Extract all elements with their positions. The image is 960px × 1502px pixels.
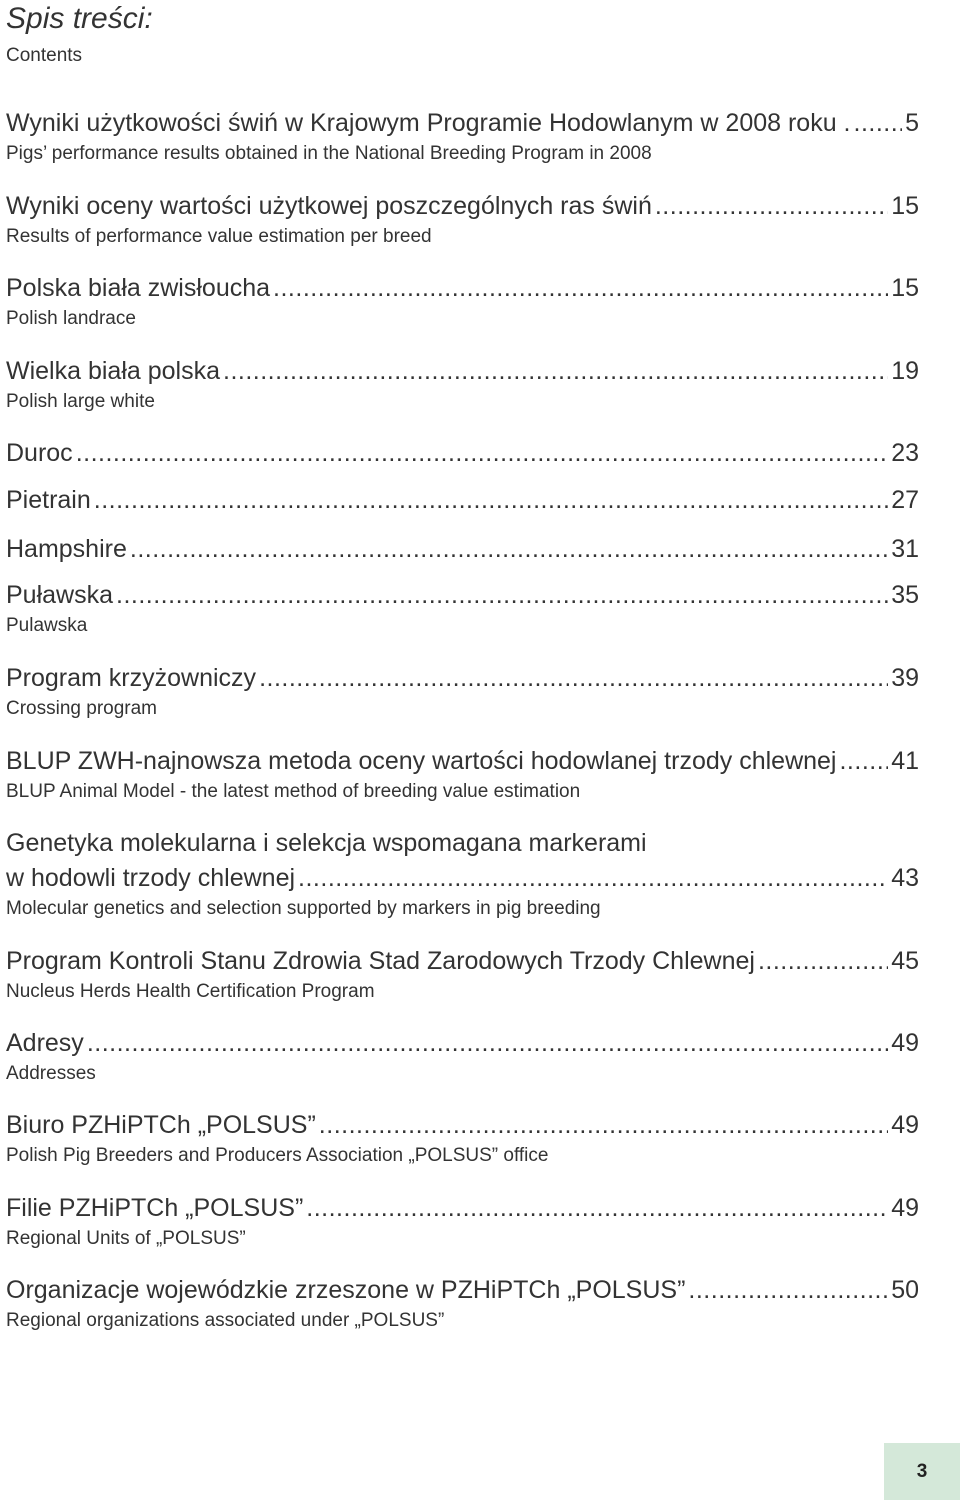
toc-entry-page: 5 xyxy=(905,109,919,137)
toc-entry-page: 35 xyxy=(891,581,919,609)
dot-leader xyxy=(273,273,888,303)
toc-entry-addresses[interactable] xyxy=(6,1028,919,1086)
toc-entry-page: 49 xyxy=(891,1029,919,1057)
dot-leader xyxy=(758,946,888,976)
toc-entry-subtitle: Polish Pig Breeders and Producers Association „POLSUS” office xyxy=(6,1145,549,1166)
toc-entry-title: Wyniki oceny wartości użytkowej poszczególnych ras świń xyxy=(6,192,652,220)
toc-entry-page: 31 xyxy=(891,535,919,563)
dot-leader xyxy=(655,191,888,221)
toc-entry-title: BLUP ZWH-najnowsza metoda oceny wartości hodowlanej trzody chlewnej xyxy=(6,747,837,775)
toc-entry-subtitle: Polish landrace xyxy=(6,308,136,329)
toc-entry-page: 27 xyxy=(891,486,919,514)
dot-leader xyxy=(116,580,888,610)
toc-entry-page: 41 xyxy=(891,747,919,775)
dot-leader xyxy=(854,108,903,138)
toc-entry-title: Hampshire xyxy=(6,535,127,563)
toc-entry-title: Filie PZHiPTCh „POLSUS” xyxy=(6,1194,304,1222)
toc-entry-polsus-office[interactable] xyxy=(6,1110,919,1168)
toc-entry-page: 45 xyxy=(891,947,919,975)
contents-heading: Spis treści: xyxy=(6,2,153,35)
toc-entry-page: 23 xyxy=(891,439,919,467)
toc-entry-title-line1: Genetyka molekularna i selekcja wspomagana markerami xyxy=(6,829,647,857)
toc-entry-subtitle: BLUP Animal Model - the latest method of breeding value estimation xyxy=(6,781,581,802)
dot-leader xyxy=(76,438,889,468)
toc-entry-regional-organizations[interactable] xyxy=(6,1275,919,1333)
toc-entry-subtitle: Regional Units of „POLSUS” xyxy=(6,1228,246,1249)
toc-entry-subtitle: Molecular genetics and selection supported by markers in pig breeding xyxy=(6,898,601,919)
dot-leader xyxy=(319,1110,888,1140)
toc-entry-subtitle: Crossing program xyxy=(6,698,157,719)
toc-entry-page: 50 xyxy=(891,1276,919,1304)
toc-entry-subtitle: Pigs’ performance results obtained in the National Breeding Program in 2008 xyxy=(6,143,652,164)
toc-entry-page: 39 xyxy=(891,664,919,692)
toc-entry-pietrain[interactable] xyxy=(6,485,919,515)
toc-entry-subtitle: Nucleus Herds Health Certification Program xyxy=(6,981,375,1002)
dot-leader xyxy=(306,1193,888,1223)
toc-entry-hampshire[interactable] xyxy=(6,534,919,564)
toc-entry-title: Puławska xyxy=(6,581,113,609)
toc-entry-page: 15 xyxy=(891,192,919,220)
toc-entry-page: 19 xyxy=(891,357,919,385)
dot-leader xyxy=(223,356,888,386)
toc-entry-title: Organizacje wojewódzkie zrzeszone w PZHiPTCh „POLSUS” xyxy=(6,1276,686,1304)
toc-entry-page: 15 xyxy=(891,274,919,302)
toc-entry-title: Wyniki użytkowości świń w Krajowym Programie Hodowlanym w 2008 roku . xyxy=(6,109,851,137)
toc-entry-breed-results[interactable] xyxy=(6,191,919,249)
toc-entry-molecular-genetics[interactable] xyxy=(6,828,919,921)
dot-leader xyxy=(298,863,888,893)
toc-entry-subtitle: Results of performance value estimation per breed xyxy=(6,226,432,247)
dot-leader xyxy=(839,746,888,776)
dot-leader xyxy=(130,534,888,564)
toc-entry-blup[interactable] xyxy=(6,746,919,804)
dot-leader xyxy=(259,663,888,693)
toc-entry-polish-landrace[interactable] xyxy=(6,273,919,331)
toc-entry-page: 49 xyxy=(891,1111,919,1139)
dot-leader xyxy=(87,1028,888,1058)
toc-entry-title: w hodowli trzody chlewnej xyxy=(6,864,296,892)
toc-entry-title: Program krzyżowniczy xyxy=(6,664,257,692)
toc-entry-polsus-regional-units[interactable] xyxy=(6,1193,919,1251)
toc-entry-duroc[interactable] xyxy=(6,438,919,468)
toc-entry-page: 43 xyxy=(891,864,919,892)
toc-entry-title: Pietrain xyxy=(6,486,91,514)
toc-entry-health-program[interactable] xyxy=(6,946,919,1004)
page-number-badge: 3 xyxy=(884,1443,960,1500)
toc-entry-crossing-program[interactable] xyxy=(6,663,919,721)
dot-leader xyxy=(688,1275,888,1305)
toc-entry-subtitle: Addresses xyxy=(6,1063,96,1084)
toc-entry-title: Adresy xyxy=(6,1029,84,1057)
toc-entry-title: Program Kontroli Stanu Zdrowia Stad Zarodowych Trzody Chlewnej xyxy=(6,947,755,975)
toc-entry-pig-performance[interactable] xyxy=(6,108,919,166)
toc-entry-polish-large-white[interactable] xyxy=(6,356,919,414)
toc-entry-subtitle: Pulawska xyxy=(6,615,88,636)
toc-entry-page: 49 xyxy=(891,1194,919,1222)
toc-entry-subtitle: Polish large white xyxy=(6,391,155,412)
toc-entry-subtitle: Regional organizations associated under „POLSUS” xyxy=(6,1310,445,1331)
contents-subheading: Contents xyxy=(6,45,83,66)
toc-entry-pulawska[interactable] xyxy=(6,580,919,638)
toc-entry-title: Wielka biała polska xyxy=(6,357,220,385)
toc-entry-title: Biuro PZHiPTCh „POLSUS” xyxy=(6,1111,316,1139)
dot-leader xyxy=(94,485,888,515)
toc-entry-title: Polska biała zwisłoucha xyxy=(6,274,271,302)
toc-entry-title: Duroc xyxy=(6,439,73,467)
